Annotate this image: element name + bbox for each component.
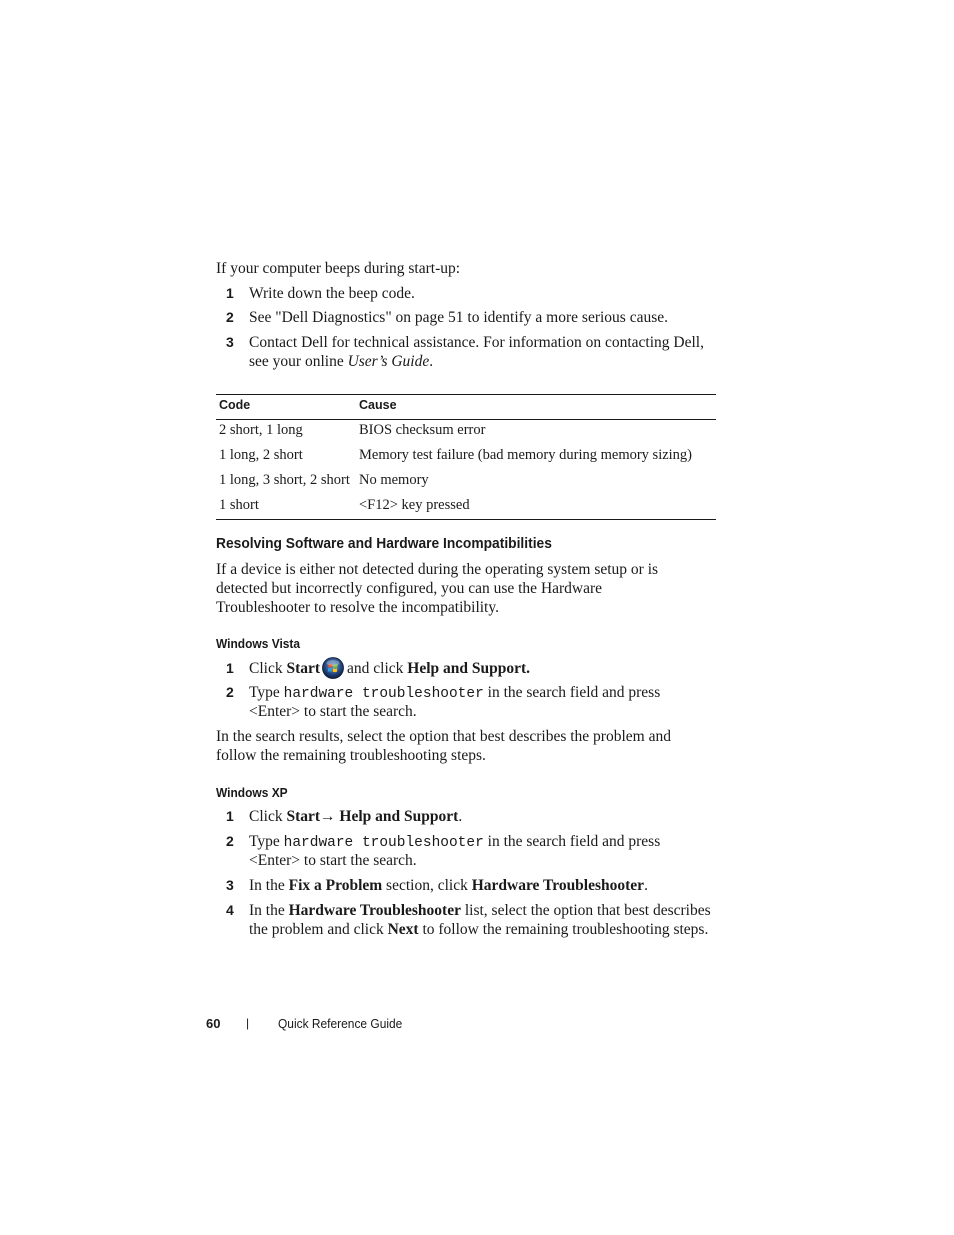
table-cell-cause: Memory test failure (bad memory during memory sizing) [359, 447, 693, 463]
section-paragraph-line: detected but incorrectly configured, you can use the Hardware [216, 580, 603, 597]
step-number: 2 [226, 684, 234, 700]
hardware-troubleshooter-label: Hardware Troubleshooter [288, 902, 461, 919]
text-run: in the search field and press [483, 684, 661, 701]
text-run: Type [249, 833, 284, 850]
section-heading: Resolving Software and Hardware Incompatibilities [216, 535, 552, 552]
step-number: 1 [226, 660, 234, 676]
next-label: Next [387, 921, 419, 938]
step-text [249, 901, 711, 920]
fix-a-problem-label: Fix a Problem [288, 877, 383, 894]
step-text [347, 659, 530, 678]
step-text [249, 832, 660, 853]
xp-heading: Windows XP [216, 785, 288, 800]
step-text: See "Dell Diagnostics" on page 51 to identify a more serious cause. [249, 309, 668, 326]
text-run: In the [249, 902, 289, 919]
table-cell-cause: BIOS checksum error [359, 422, 486, 438]
table-cell-code: 2 short, 1 long [219, 422, 303, 438]
table-cell-code: 1 long, 2 short [219, 447, 303, 463]
step-text-continued [249, 352, 433, 371]
table-cell-cause: No memory [359, 472, 429, 488]
page-number: 60 [206, 1016, 221, 1031]
users-guide-title: User’s Guide [347, 353, 430, 370]
table-cell-cause: <F12> key pressed [359, 497, 470, 513]
text-run: Click [249, 808, 287, 825]
step-number: 3 [226, 877, 234, 893]
step-number: 4 [226, 902, 234, 918]
text-run: Type [249, 684, 284, 701]
text-run: . [458, 808, 463, 825]
table-cell-code: 1 short [219, 497, 259, 513]
text-run: in the search field and press [483, 833, 661, 850]
hardware-troubleshooter-label: Hardware Troubleshooter [471, 877, 645, 894]
step-text-continued: <Enter> to start the search. [249, 703, 417, 720]
text-run: the problem and click [249, 921, 388, 938]
text-run: Click [249, 660, 287, 677]
intro-text: If your computer beeps during start-up: [216, 260, 461, 277]
step-text: Contact Dell for technical assistance. For information on contacting Dell, [249, 334, 704, 351]
step-text [249, 876, 648, 895]
vista-paragraph-line: In the search results, select the option that best describes the problem and [216, 728, 671, 745]
section-paragraph-line: Troubleshooter to resolve the incompatibility. [216, 599, 499, 616]
footer-separator: | [246, 1016, 250, 1030]
table-header-rule [216, 419, 716, 420]
table-header-code: Code [219, 398, 251, 412]
step-number: 1 [226, 808, 234, 824]
step-text-continued: <Enter> to start the search. [249, 852, 417, 869]
step-text [249, 807, 462, 826]
text-run: . [644, 877, 648, 894]
start-label: Start [286, 808, 321, 825]
arrow-icon: → [320, 808, 336, 825]
text-run: section, click [382, 877, 472, 894]
vista-heading: Windows Vista [216, 636, 301, 651]
text-run: to follow the remaining troubleshooting steps. [418, 921, 709, 938]
step-text [249, 659, 320, 678]
text-run: In the [249, 877, 289, 894]
step-number: 2 [226, 833, 234, 849]
text-run: and click [347, 660, 408, 677]
text-run: list, select the option that best describes [460, 902, 711, 919]
search-term-code: hardware troubleshooter [283, 686, 484, 702]
step-number: 3 [226, 334, 234, 350]
start-label: Start [286, 660, 321, 677]
windows-start-orb-icon [322, 657, 344, 679]
table-bottom-rule [216, 519, 716, 520]
step-number: 1 [226, 285, 234, 301]
step-text: Write down the beep code. [249, 285, 415, 302]
help-and-support-label: Help and Support. [407, 660, 531, 677]
vista-paragraph-line: follow the remaining troubleshooting steps. [216, 747, 486, 764]
step-text-continued [249, 920, 708, 939]
section-paragraph-line: If a device is either not detected during the operating system setup or is [216, 561, 659, 578]
step-number: 2 [226, 309, 234, 325]
footer-title: Quick Reference Guide [278, 1016, 403, 1031]
table-top-rule [216, 394, 716, 395]
table-header-cause: Cause [359, 398, 397, 412]
text-run: . [429, 353, 434, 370]
table-cell-code: 1 long, 3 short, 2 short [219, 472, 350, 488]
step-text [249, 683, 660, 704]
text-run: see your online [249, 353, 348, 370]
help-and-support-label: Help and Support [335, 808, 459, 825]
search-term-code: hardware troubleshooter [283, 835, 484, 851]
